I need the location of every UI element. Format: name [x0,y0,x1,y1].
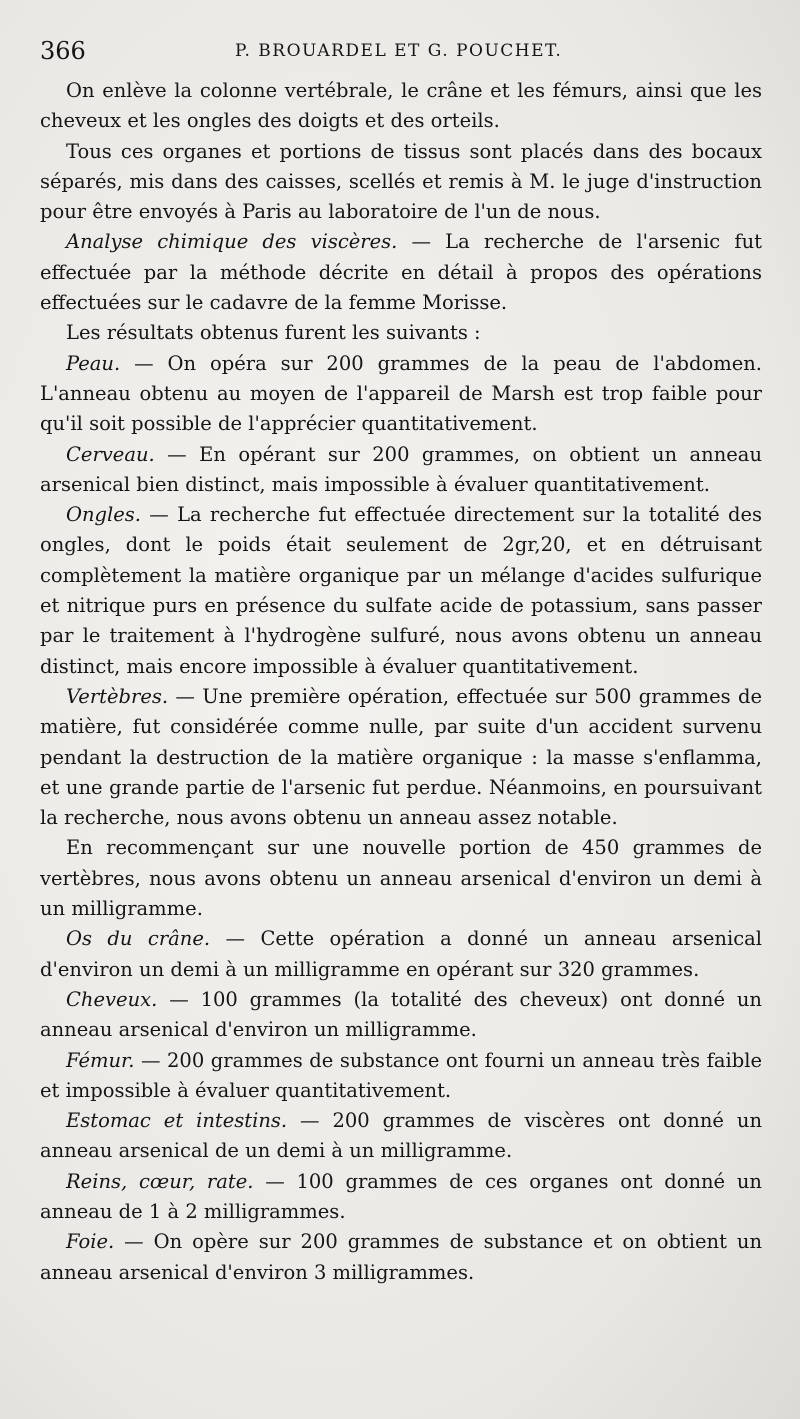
body-text [40,76,762,1288]
paragraph-lead: Vertèbres. [66,684,169,708]
paragraph-lead: Peau. [66,351,121,375]
paragraph-lead: Cerveau. [66,442,155,466]
paragraph-lead: Reins, cœur, rate. [66,1169,254,1193]
paragraph: On enlève la colonne vertébrale, le crâne et les fémurs, ainsi que les cheveux et les ongles des doigts et des orteils. [40,79,762,133]
paragraph-lead: Ongles. [66,503,142,527]
paragraph: Vertèbres. — Une première opération, effectuée sur 500 grammes de matière, fut considérée comme nulle, par suite d'un accident survenu pendant la destruction de la matière organique : la masse s'enflamma, et une grande partie de l'arsenic fut perdue. Néanmoins, en poursuivant la recherche, nous avons obtenu un anneau assez notable. [40,684,762,830]
paragraph-lead: Os du crâne. [66,927,211,951]
paragraph: Peau. — On opéra sur 200 grammes de la peau de l'abdomen. L'anneau obtenu au moyen de l'appareil de Marsh est trop faible pour qu'il soit possible de l'apprécier quantitativement. [40,351,762,436]
paragraph: Cerveau. — En opérant sur 200 grammes, on obtient un anneau arsenical bien distinct, mais impossible à évaluer quantitativement. [40,442,762,496]
paragraph-lead: Estomac et intestins. [66,1109,288,1133]
paragraph: Reins, cœur, rate. — 100 grammes de ces organes ont donné un anneau de 1 à 2 milligrammes. [40,1169,762,1223]
page-header [40,34,760,68]
paragraph: Estomac et intestins. — 200 grammes de viscères ont donné un anneau arsenical de un demi à un milligramme. [40,1109,762,1163]
paragraph-lead: Analyse chimique des viscères. [66,230,398,254]
paragraph-lead: Foie. [66,1230,115,1254]
paragraph: Les résultats obtenus furent les suivants : [66,321,481,345]
paragraph: Fémur. — 200 grammes de substance ont fourni un anneau très faible et impossible à évaluer quantitativement. [40,1048,762,1102]
paragraph: Os du crâne. — Cette opération a donné un anneau arsenical d'environ un demi à un milligramme en opérant sur 320 grammes. [40,927,762,981]
paragraph: Foie. — On opère sur 200 grammes de substance et on obtient un anneau arsenical d'environ 3 milligrammes. [40,1230,762,1284]
paragraph: Analyse chimique des viscères. — La recherche de l'arsenic fut effectuée par la méthode décrite en détail à propos des opérations effectuées sur le cadavre de la femme Morisse. [40,230,762,315]
paragraph-lead: Fémur. [66,1048,135,1072]
running-head: P. BROUARDEL ET G. POUCHET. [235,41,563,61]
paragraph-lead: Cheveux. [66,987,158,1011]
paragraph: En recommençant sur une nouvelle portion de 450 grammes de vertèbres, nous avons obtenu un anneau arsenical d'environ un demi à un milligramme. [40,836,762,921]
paragraph: Cheveux. — 100 grammes (la totalité des cheveux) ont donné un anneau arsenical d'environ un milligramme. [40,987,762,1042]
paragraph: Ongles. — La recherche fut effectuée directement sur la totalité des ongles, dont le poids était seulement de 2gr,20, et en détruisant complètement la matière organique par un mélange d'acides sulfurique et nitrique purs en présence du sulfate acide de potassium, sans passer par le traitement à l'hydrogène sulfuré, nous avons obtenu un anneau distinct, mais encore impossible à évaluer quantitativement. [40,503,762,678]
page-number: 366 [40,37,86,65]
paragraph: Tous ces organes et portions de tissus sont placés dans des bocaux séparés, mis dans des caisses, scellés et remis à M. le juge d'instruction pour être envoyés à Paris au laboratoire de l'un de nous. [40,139,762,224]
